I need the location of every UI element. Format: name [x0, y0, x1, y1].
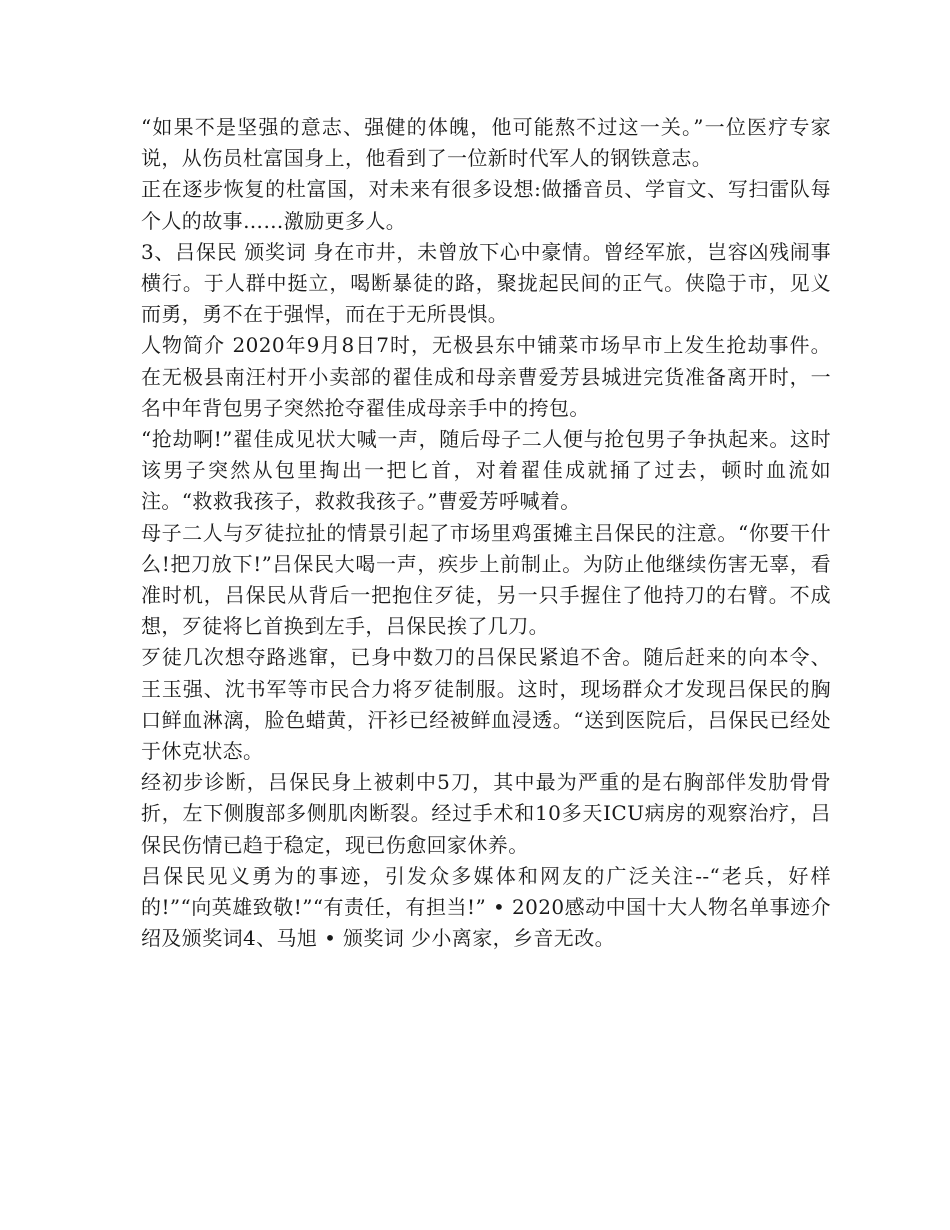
document-body — [141, 112, 831, 954]
paragraph-robbery: “抢劫啊!”翟佳成见状大喊一声，随后母子二人便与抢包男子争执起来。这时该男子突然从包里掏出一把匕首，对着翟佳成就捅了过去，顿时血流如注。“救救我孩子，救救我孩子。”曹爱芳呼喊着。 — [141, 427, 831, 514]
paragraph-intervention: 母子二人与歹徒拉扯的情景引起了市场里鸡蛋摊主吕保民的注意。“你要干什么!把刀放下!”吕保民大喝一声，疾步上前制止。为防止他继续伤害无辜，看准时机，吕保民从背后一把抱住歹徒，另一只手握住了他持刀的右臂。不成想，歹徒将匕首换到左手，吕保民挨了几刀。 — [141, 520, 831, 639]
paragraph-pursuit: 歹徒几次想夺路逃窜，已身中数刀的吕保民紧追不舍。随后赶来的向本令、王玉强、沈书军等市民合力将歹徒制服。这时，现场群众才发现吕保民的胸口鲜血淋漓，脸色蜡黄，汗衫已经被鲜血浸透。“送到医院后，吕保民已经处于休克状态。 — [141, 645, 831, 764]
paragraph-expert-quote: “如果不是坚强的意志、强健的体魄，他可能熬不过这一关。”一位医疗专家说，从伤员杜富国身上，他看到了一位新时代军人的钢铁意志。 — [141, 115, 831, 171]
paragraph-recovery: 正在逐步恢复的杜富国，对未来有很多设想:做播音员、学盲文、写扫雷队每个人的故事……激励更多人。 — [141, 177, 831, 233]
paragraph-public-response: 吕保民见义勇为的事迹，引发众多媒体和网友的广泛关注--“老兵，好样的!”“向英雄致敬!”“有责任，有担当!” • 2020感动中国十大人物名单事迹介绍及颁奖词4、马旭 • 颁奖词 少小离家，乡音无改。 — [141, 863, 831, 951]
paragraph-diagnosis: 经初步诊断，吕保民身上被刺中5刀，其中最为严重的是右胸部伴发肋骨骨折，左下侧腹部多侧肌肉断裂。经过手术和10多天ICU病房的观察治疗，吕保民伤情已趋于稳定，现已伤愈回家休养。 — [141, 770, 831, 857]
paragraph-award-speech: 3、吕保民 颁奖词 身在市井，未曾放下心中豪情。曾经军旅，岂容凶残闹事横行。于人群中挺立，喝断暴徒的路，聚拢起民间的正气。侠隐于市，见义而勇，勇不在于强悍，而在于无所畏惧。 — [141, 239, 831, 327]
paragraph-profile-intro: 人物简介 2020年9月8日7时，无极县东中铺菜市场早市上发生抢劫事件。在无极县南汪村开小卖部的翟佳成和母亲曹爱芳县城进完货准备离开时，一名中年背包男子突然抢夺翟佳成母亲手中的挎包。 — [141, 333, 831, 420]
